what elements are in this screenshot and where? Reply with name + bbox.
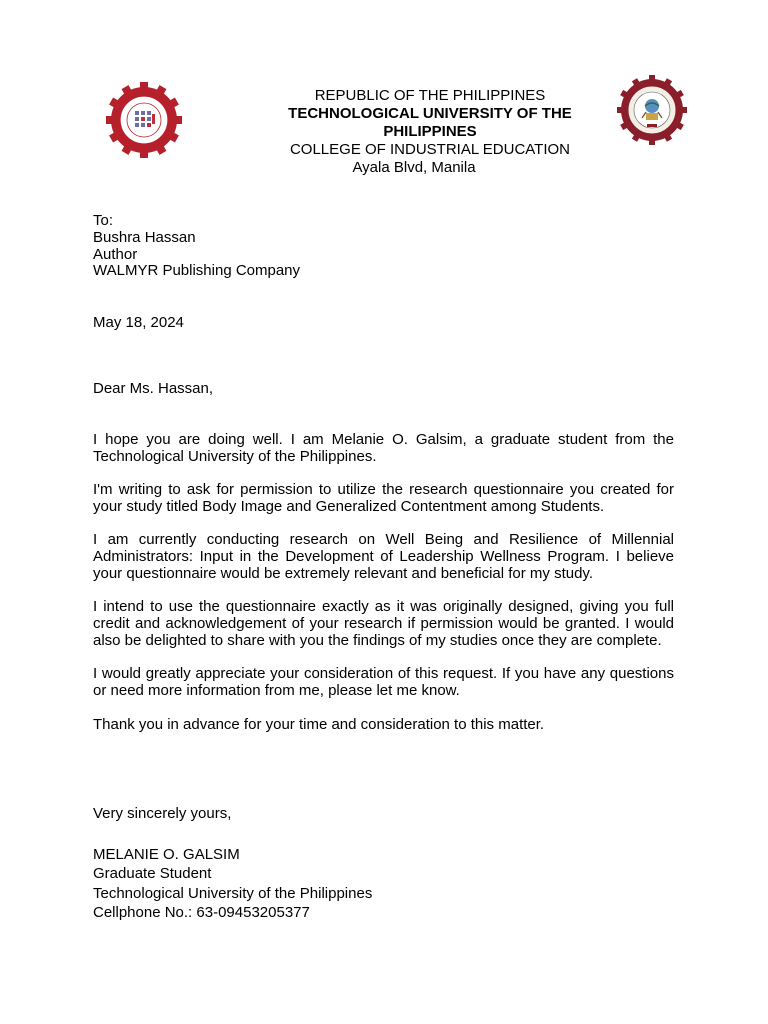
body-paragraph: I hope you are doing well. I am Melanie O. Galsim, a graduate student from the Technological University of the Philippines. (93, 431, 674, 465)
body-paragraph: I'm writing to ask for permission to utilize the research questionnaire you created for your study titled Body Image and Generalized Contentment among Students. (93, 481, 674, 515)
signatory-role: Graduate Student (93, 865, 212, 883)
college-name: COLLEGE OF INDUSTRIAL EDUCATION (289, 141, 571, 158)
recipient-title: Author (93, 245, 138, 263)
body-paragraph: I am currently conducting research on Well Being and Resilience of Millennial Administrators: Input in the Development of Leadership Wellness Program. I believe your questionnaire would be extremely relevant and beneficial for my study. (93, 531, 674, 582)
salutation: Dear Ms. Hassan, (93, 380, 214, 397)
signatory-name: MELANIE O. GALSIM (93, 846, 240, 863)
body-paragraph: Thank you in advance for your time and consideration to this matter. (93, 715, 545, 733)
recipient-block (93, 213, 674, 280)
body-paragraph: I intend to use the questionnaire exactly as it was originally designed, giving you full credit and acknowledgement of your research if permission would be granted. I would also be delighted to share with you the findings of my studies once they are complete. (93, 598, 674, 649)
recipient-name: Bushra Hassan (93, 228, 196, 246)
university-address: Ayala Blvd, Manila (352, 159, 476, 176)
recipient-company: WALMYR Publishing Company (93, 262, 301, 280)
to-label: To: (93, 212, 114, 229)
signature-block (93, 845, 674, 922)
closing-line: Very sincerely yours, (93, 805, 232, 822)
letterhead (200, 87, 660, 177)
university-name-line2: PHILIPPINES (383, 123, 477, 140)
signatory-institution: Technological University of the Philippines (93, 884, 373, 902)
university-name-line1: TECHNOLOGICAL UNIVERSITY OF THE (288, 105, 572, 122)
body-paragraph: I would greatly appreciate your consideration of this request. If you have any questions or need more information from me, please let me know. (93, 665, 674, 700)
signatory-phone: Cellphone No.: 63-09453205377 (93, 903, 310, 921)
letter-body (93, 432, 674, 750)
republic-line: REPUBLIC OF THE PHILIPPINES (314, 87, 546, 104)
letter-date: May 18, 2024 (93, 314, 184, 331)
university-seal-logo (104, 80, 184, 160)
